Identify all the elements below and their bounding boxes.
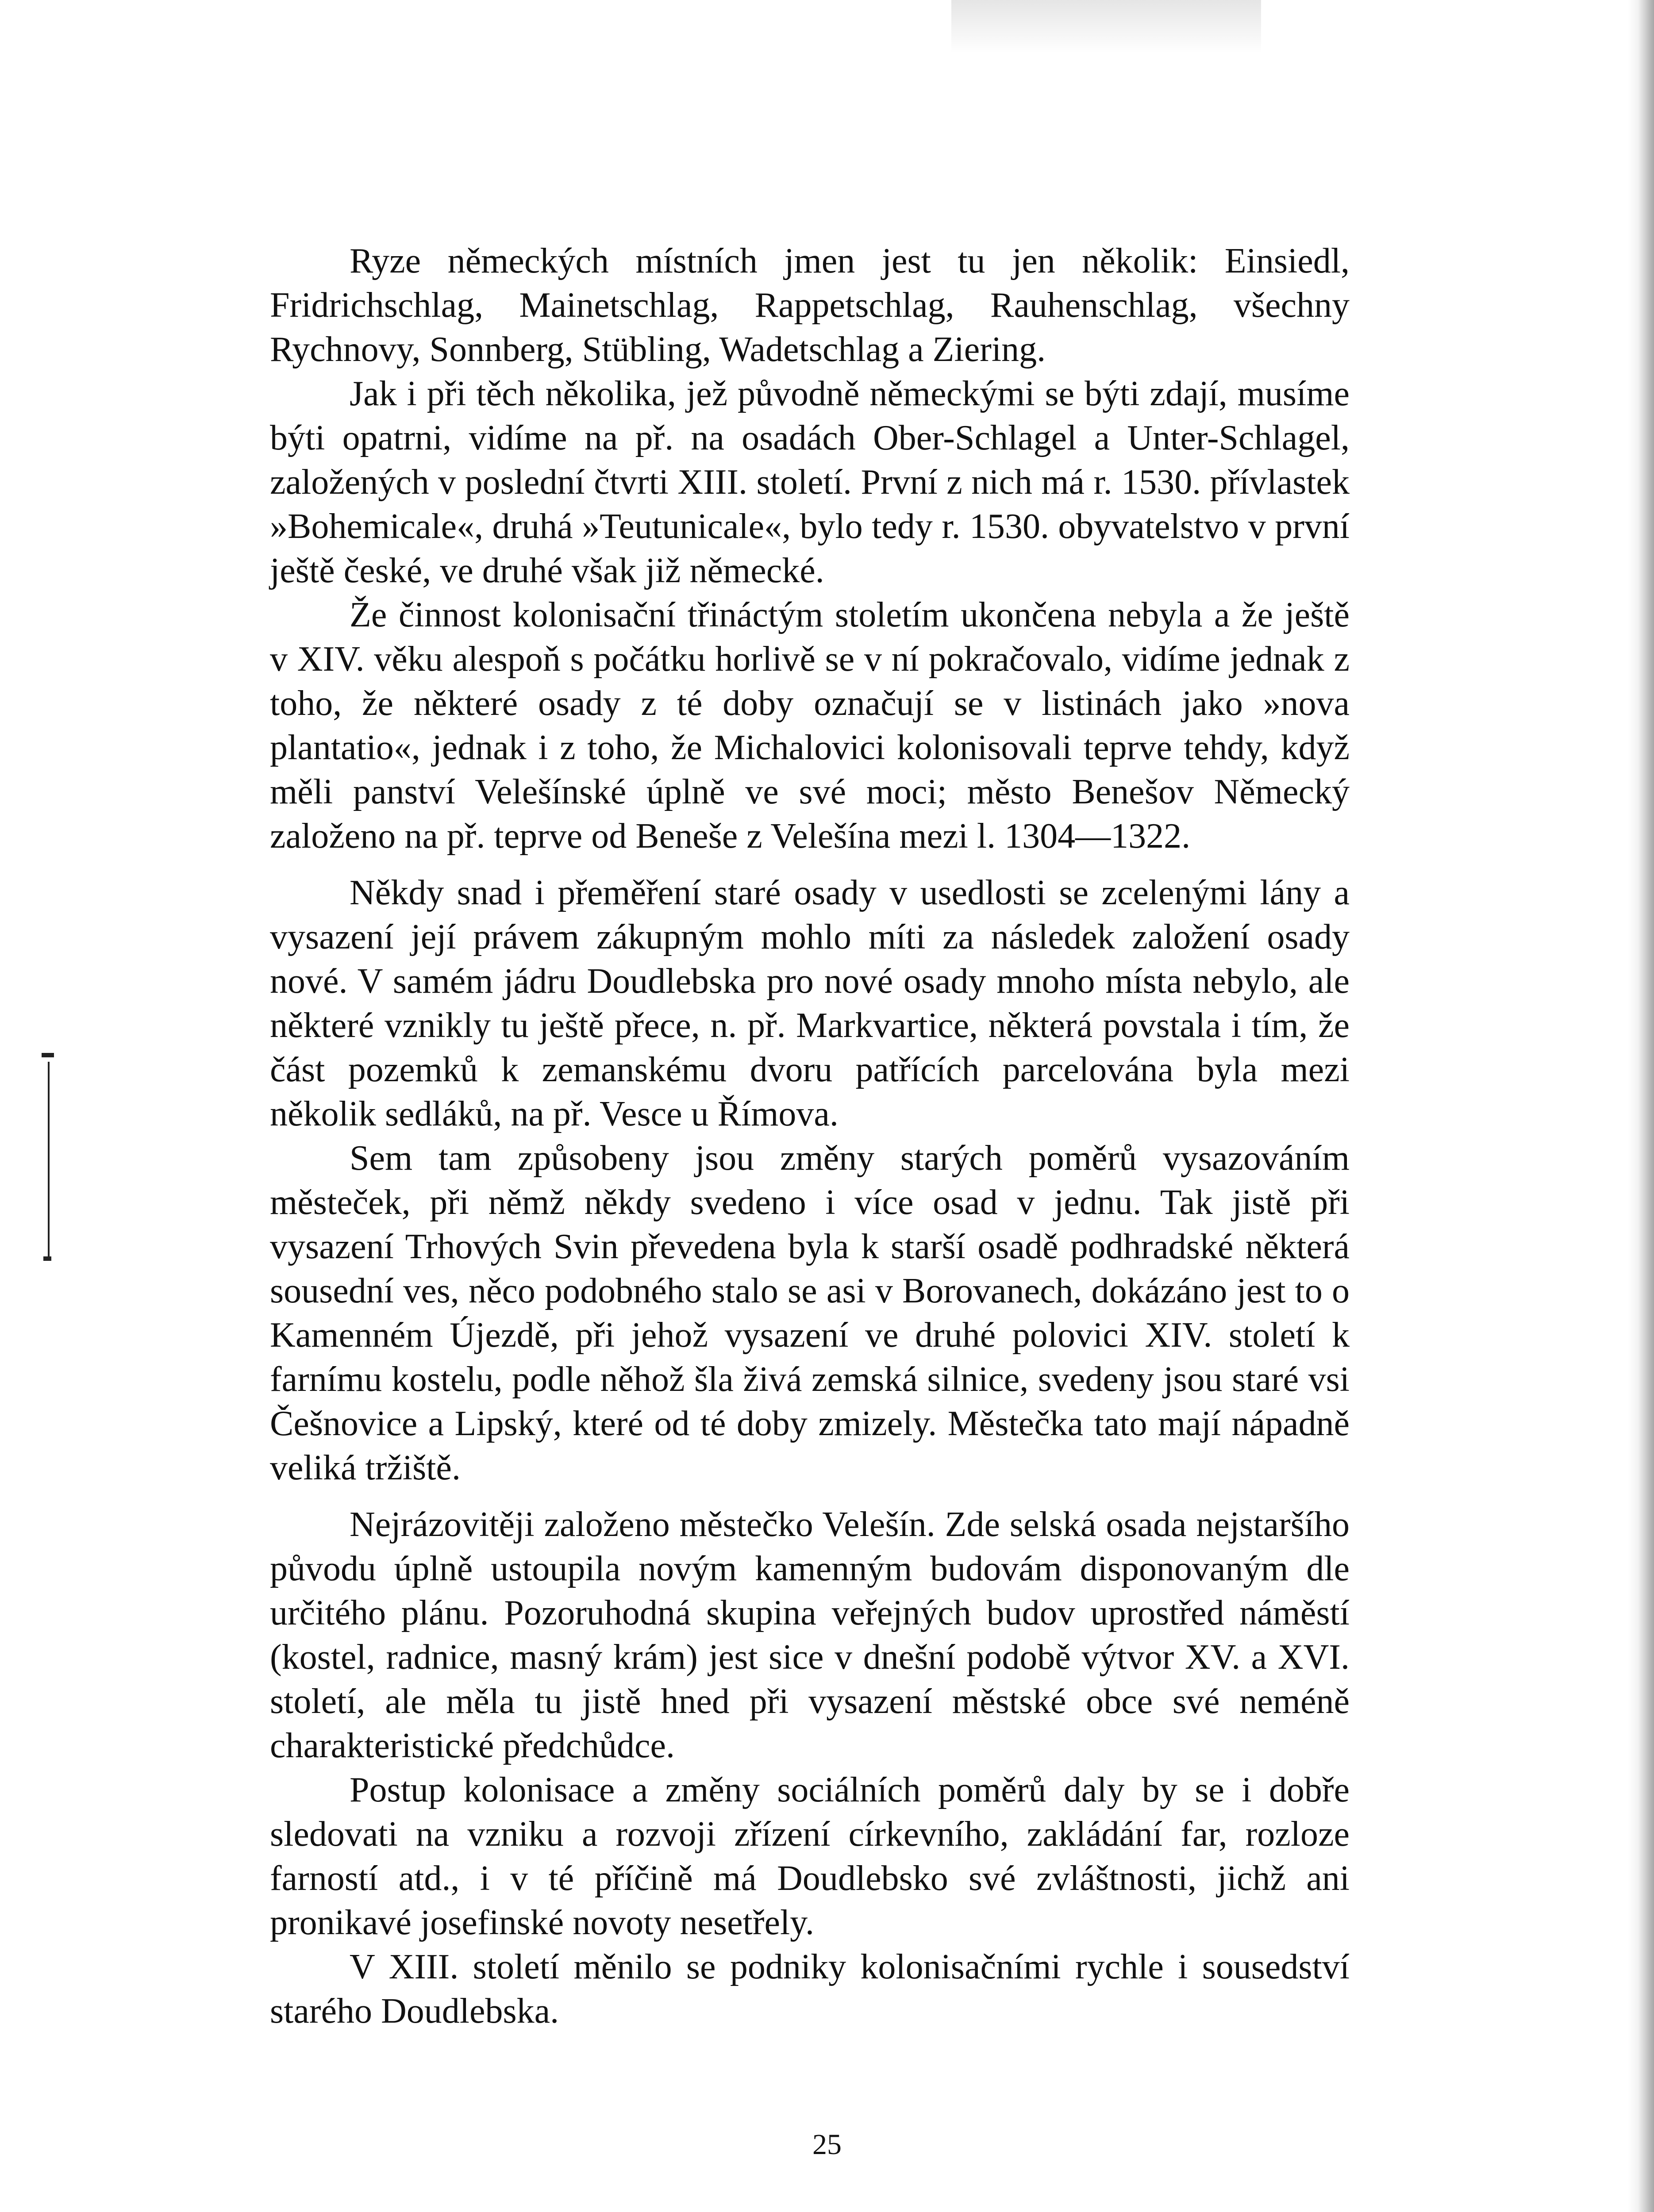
paragraph-6: Nejrázovitěji založeno městečko Velešín. Zde selská osada nejstaršího původu úplně ustoupila novým kamenným budovám disponovaným dle určitého plánu. Pozoruhodná skupina veřejných budov uprostřed náměstí (kostel, radnice, masný krám) jest sice v dnešní podobě výtvor XV. a XVI. století, ale měla tu jistě hned při vysazení městské obce své neméně charakteristické předchůdce. [270, 1505, 1350, 1765]
paragraph-1: Ryze německých místních jmen jest tu jen několik: Einsiedl, Fridrichschlag, Mainetschlag, Rappetschlag, Rauhenschlag, všechny Rychnovy, Sonnberg, Stübling, Wadetschlag a Ziering. [270, 242, 1350, 369]
paragraph-5: Sem tam způsobeny jsou změny starých poměrů vysazováním městeček, při němž někdy svedeno i více osad v jednu. Tak jistě při vysazení Trhových Svin převedena byla k starší osadě podhradské některá sousední ves, něco podobného stalo se asi v Borovanech, dokázáno jest to o Kamenném Újezdě, při jehož vysazení ve druhé polovici XIV. století k farnímu kostelu, podle něhož šla živá zemská silnice, svedeny jsou staré vsi Češnovice a Lipský, které od té doby zmizely. Městečka tato mají nápadně veliká tržiště. [270, 1139, 1350, 1487]
paragraph-4: Někdy snad i přeměření staré osady v usedlosti se zcelenými lány a vysazení její právem zákupným mohlo míti za následek založení osady nové. V samém jádru Doudlebska pro nové osady mnoho místa nebylo, ale některé vznikly tu ještě přece, n. př. Markvartice, některá povstala i tím, že část pozemků k zemanskému dvoru patřících parcelována byla mezi několik sedláků, na př. Vesce u Římova. [270, 873, 1350, 1133]
paragraph-8: V XIII. století měnilo se podniky kolonisačními rychle i sousedství starého Doudlebska. [270, 1947, 1350, 2031]
scan-shadow-right [1627, 0, 1654, 2212]
paragraph-3: Že činnost kolonisační třináctým stoletím ukončena nebyla a že ještě v XIV. věku alespoň s počátku horlivě se v ní pokračovalo, vidíme jednak z toho, že některé osady z té doby označují se v listinách jako »nova plantatio«, jednak i z toho, že Michalovici kolonisovali teprve tehdy, když měli panství Velešínské úplně ve své moci; město Benešov Německý založeno na př. teprve od Beneše z Velešína mezi l. 1304—1322. [270, 595, 1350, 856]
page-number: 25 [812, 2128, 842, 2161]
scan-shadow-top [951, 0, 1261, 53]
paragraph-2: Jak i při těch několika, jež původně německými se býti zdají, musíme býti opatrni, vidíme na př. na osadách Ober-Schlagel a Unter-Schlagel, založených v poslední čtvrti XIII. století. První z nich má r. 1530. přívlastek »Bohemicale«, druhá »Teutunicale«, bylo tedy r. 1530. obyvatelstvo v první ještě české, ve druhé však již německé. [270, 374, 1350, 590]
body-text [270, 239, 1350, 2033]
paragraph-7: Postup kolonisace a změny sociálních poměrů daly by se i dobře sledovati na vzniku a rozvoji zřízení církevního, zakládání far, rozloze farností atd., i v té příčině má Doudlebsko své zvláštnosti, jichž ani pronikavé josefinské novoty nesetřely. [270, 1770, 1350, 1942]
margin-bracket-mark [48, 1062, 50, 1256]
